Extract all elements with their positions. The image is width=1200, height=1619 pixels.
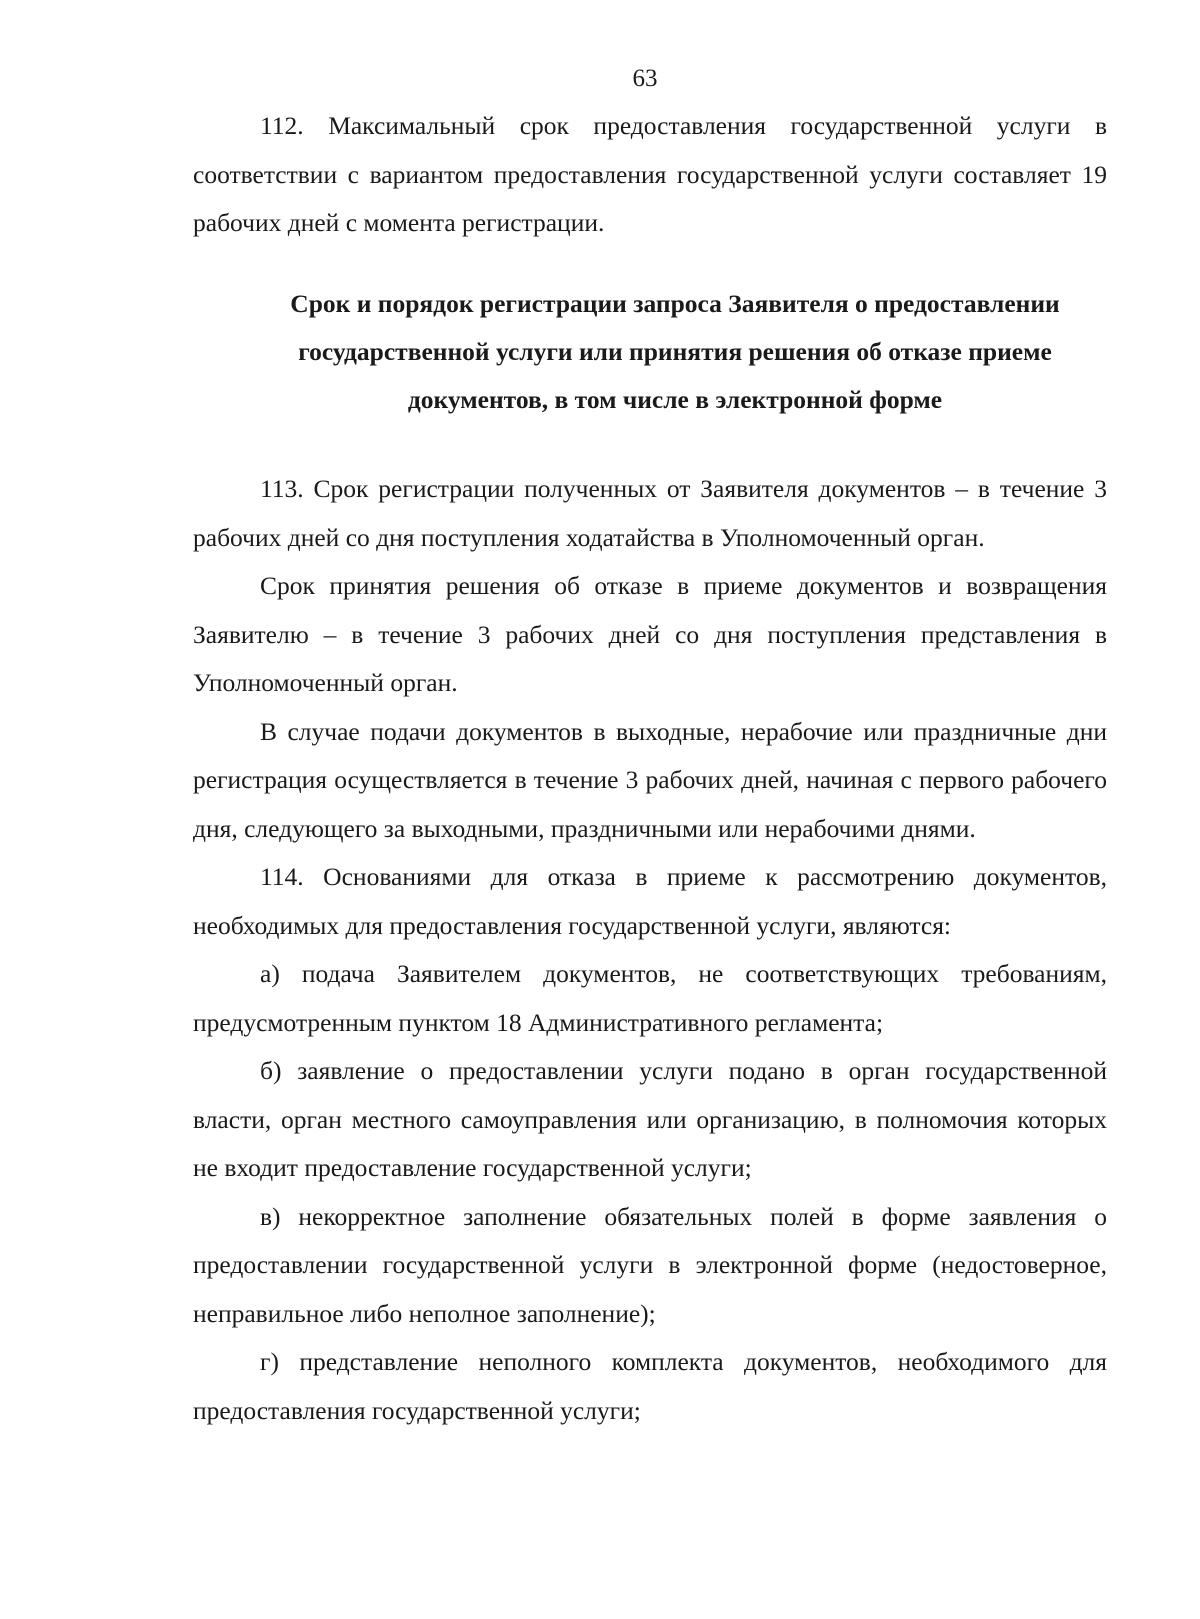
page-number: 63	[632, 65, 658, 92]
list-item-a: а) подача Заявителем документов, не соответствующих требованиям, предусмотренным пунктом 18 Административного регламента;	[193, 959, 1107, 1037]
paragraph-112: 112. Максимальный срок предоставления государственной услуги в соответствии с вариантом предоставления государственной услуги составляет 19 рабочих дней с момента регистрации.	[193, 111, 1107, 237]
section-heading-line-2: государственной услуги или принятия решения об отказе приеме	[298, 337, 1052, 366]
section-heading-line-3: документов, в том числе в электронной форме	[407, 385, 943, 414]
list-item-g: г) представление неполного комплекта документов, необходимого для предоставления государственной услуги;	[193, 1347, 1107, 1425]
paragraph-block-112	[193, 102, 1107, 248]
list-item-b: б) заявление о предоставлении услуги подано в орган государственной власти, орган местного самоуправления или организацию, в полномочия которых не входит предоставление государственной услуги;	[193, 1056, 1107, 1182]
paragraph-block-113-114	[193, 465, 1107, 1435]
paragraph-refusal-term: Срок принятия решения об отказе в приеме документов и возвращения Заявителю – в течение 3 рабочих дней со дня поступления представления в Уполномоченный орган.	[193, 571, 1107, 697]
paragraph-114: 114. Основаниями для отказа в приеме к рассмотрению документов, необходимых для предоставления государственной услуги, являются:	[193, 862, 1107, 940]
paragraph-holidays: В случае подачи документов в выходные, нерабочие или праздничные дни регистрация осуществляется в течение 3 рабочих дней, начиная с первого рабочего дня, следующего за выходными, праздничными или нерабочими днями.	[193, 716, 1107, 843]
list-item-v: в) некорректное заполнение обязательных полей в форме заявления о предоставлении государственной услуги в электронной форме (недостоверное, неправильное либо неполное заполнение);	[193, 1201, 1107, 1328]
paragraph-113: 113. Срок регистрации полученных от Заявителя документов – в течение 3 рабочих дней со дня поступления ходатайства в Уполномоченный орган.	[193, 474, 1107, 552]
section-heading	[230, 280, 1120, 424]
section-heading-line-1: Срок и порядок регистрации запроса Заявителя о предоставлении	[290, 289, 1060, 318]
